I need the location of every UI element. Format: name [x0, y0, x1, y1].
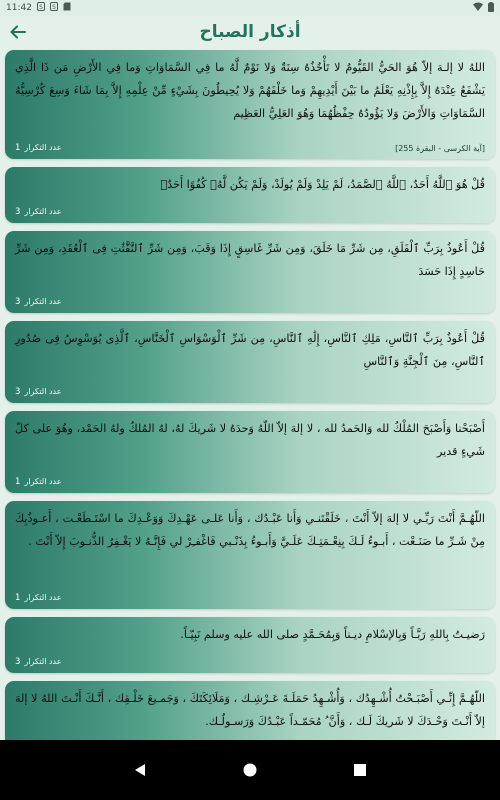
- dhikr-card[interactable]: [5, 50, 495, 159]
- home-circle-icon[interactable]: [243, 763, 257, 777]
- dhikr-card[interactable]: [5, 411, 495, 493]
- repeat-count-value: 1: [15, 593, 21, 603]
- card-footer: [5, 140, 495, 156]
- adhkar-list[interactable]: [0, 50, 500, 740]
- sd-card-icon: [63, 2, 71, 14]
- dhikr-text: رَضيـتُ بِاللهِ رَبَّـاً وَبِالإسْلامِ ديـناً وَبِمُحَـمَّدٍ صلى الله عليه وسلم نَبِيّـاً.: [180, 628, 485, 641]
- dhikr-text: اللّهُـمَّ أَنْتَ رَبِّـي لا إلهَ إلاّ أَنْتَ ، خَلَقْتَنـي وَأَنا عَبْـدُك ، وَأَنا عَلـى عَهْـدِكَ وَوَعْـدِكَ ما اسْتَـطَعْـت ، أَعـوذُبِكَ مِنْ شَـرِّ ما صَنَـعْت ، أَبـوءُ لَـكَ بِنِعْـمَتِـكَ عَلَـيَّ وَأَبـوءُ بِذَنْـبي فَاغْفـِرْ لي فَإِنَّـهُ لا يَغْـفِرُ الذُّنـوبَ إِلاّ أَنْتَ .: [15, 512, 485, 548]
- back-triangle-icon[interactable]: [133, 763, 147, 777]
- dhikr-card[interactable]: [5, 321, 495, 403]
- recents-square-icon[interactable]: [353, 763, 367, 777]
- card-footer: [5, 474, 495, 490]
- s-icon: [37, 2, 45, 14]
- nav-back-button[interactable]: [130, 760, 150, 780]
- repeat-count-label: عدد التكرار: [24, 207, 62, 216]
- arrow-back-icon[interactable]: [9, 23, 27, 41]
- battery-icon: [488, 2, 494, 15]
- repeat-count-value: 3: [15, 297, 21, 307]
- repeat-count-label: عدد التكرار: [24, 297, 62, 306]
- repeat-count-value: 3: [15, 207, 21, 217]
- nav-recents-button[interactable]: [350, 760, 370, 780]
- repeat-count-value: 1: [15, 477, 21, 487]
- repeat-count-label: عدد التكرار: [24, 387, 62, 396]
- dhikr-card[interactable]: [5, 231, 495, 313]
- repeat-count-value: 3: [15, 387, 21, 397]
- dhikr-text: قُلْ أَعُوذُ بِرَبِّ ٱلْفَلَقِ، مِن شَرِّ مَا خَلَقَ، وَمِن شَرِّ غَاسِقٍ إِذَا وَقَبَ، وَمِن شَرِّ ٱلنَّفَّٰثَٰتِ فِى ٱلْعُقَدِ، وَمِن شَرِّ حَاسِدٍ إِذَا حَسَدَ: [15, 242, 485, 278]
- repeat-count-label: عدد التكرار: [24, 657, 62, 666]
- card-footer: [5, 654, 495, 670]
- repeat-count-label: عدد التكرار: [24, 143, 62, 152]
- repeat-count: [15, 593, 62, 603]
- page-title: أذكار الصباح: [199, 22, 301, 42]
- svg-text:S: S: [39, 4, 43, 11]
- dhikr-text: أَصْبَحْنا وَأَصْبَحَ المُلْكُ لله وَالحَمدُ لله ، لا إلهَ إلاّ اللّهُ وَحدَهُ لا شَريكَ لهُ، لهُ المُلكُ ولهُ الحَمْد، وهُوَ على كلّ شَيءٍ قدير: [15, 422, 485, 458]
- dhikr-text: اللهُ لا إلـهَ إلاّ هُوَ الحَيُّ القَيُّومُ لا تَأْخُذُهُ سِنَةٌ وَلا نَوْمٌ لَّهُ ما فِي السَّمَاوَاتِ وَما فِي الأَرْضِ مَن ذَا الَّذِي يَشْفَعُ عِنْدَهُ إِلاَّ بِإِذْنِهِ يَعْلَمُ ما بَيْنَ أَيْدِيهِمْ وَما خَلْفَهُمْ وَلا يُحِيطُونَ بِشَيْءٍ مِّنْ عِلْمِهِ إِلاَّ بِمَا شَاءَ وَسِعَ كُرْسِيُّهُ السَّمَاوَاتِ وَالأَرْضَ وَلا يَؤُودُهُ حِفْظُهُمَا وَهُوَ العَلِيُّ العَظِيم: [15, 61, 485, 120]
- app-bar: [0, 16, 500, 48]
- repeat-count-label: عدد التكرار: [24, 477, 62, 486]
- status-right: [473, 2, 494, 15]
- back-button[interactable]: [6, 20, 30, 44]
- card-footer: [5, 204, 495, 220]
- repeat-count: [15, 477, 62, 487]
- repeat-count: [15, 143, 62, 153]
- wifi-icon: [473, 2, 483, 14]
- card-footer: [5, 590, 495, 606]
- dhikr-text: اللّهُـمَّ إِنِّـي أَصْبَـحْتُ أُشْـهِدُك ، وَأُشْـهِدُ حَمَلَـةَ عَـرْشِـك ، وَمَلَائِكَتَكَ ، وَجَمـيعَ خَلْـقِك ، أَنَّـكَ أَنْـتَ اللهُ لا إلهَ إلاّ أَنْـتَ وَحْـدَكَ لا شَريكَ لَـك ، وَأَنَّ ُ مُحَمّـداً عَبْـدُكَ وَرَسـولُـك.: [15, 692, 485, 728]
- repeat-count: [15, 387, 62, 397]
- status-time: 11:42: [6, 3, 32, 13]
- repeat-count: [15, 657, 62, 667]
- repeat-count-value: 3: [15, 657, 21, 667]
- card-footer: [5, 384, 495, 400]
- dhikr-card[interactable]: [5, 617, 495, 673]
- svg-text:S: S: [52, 4, 56, 11]
- dhikr-card[interactable]: [5, 501, 495, 609]
- status-left: [6, 2, 71, 14]
- s-icon: [50, 2, 58, 14]
- nav-home-button[interactable]: [240, 760, 260, 780]
- status-bar: [0, 0, 500, 16]
- dhikr-text: قُلْ هُوَ ٱللَّهُ أَحَدٌ، ٱللَّهُ ٱلصَّمَدُ، لَمْ يَلِدْ وَلَمْ يُولَدْ، وَلَمْ يَكُن لَّهُۥ كُفُوًا أَحَدٌۢ: [160, 178, 485, 191]
- dhikr-source: [آية الكرسى - البقرة 255]: [395, 143, 485, 153]
- repeat-count: [15, 297, 62, 307]
- repeat-count: [15, 207, 62, 217]
- repeat-count-label: عدد التكرار: [24, 593, 62, 602]
- dhikr-text: قُلْ أَعُوذُ بِرَبِّ ٱلنَّاسِ، مَلِكِ ٱلنَّاسِ، إِلَٰهِ ٱلنَّاسِ، مِن شَرِّ ٱلْوَسْوَاسِ ٱلْخَنَّاسِ، ٱلَّذِى يُوَسْوِسُ فِى صُدُورِ ٱلنَّاسِ، مِنَ ٱلْجِنَّةِ وَٱلنَّاسِ: [15, 332, 485, 368]
- system-nav-bar: [0, 740, 500, 800]
- card-footer: [5, 294, 495, 310]
- repeat-count-value: 1: [15, 143, 21, 153]
- dhikr-card[interactable]: [5, 167, 495, 223]
